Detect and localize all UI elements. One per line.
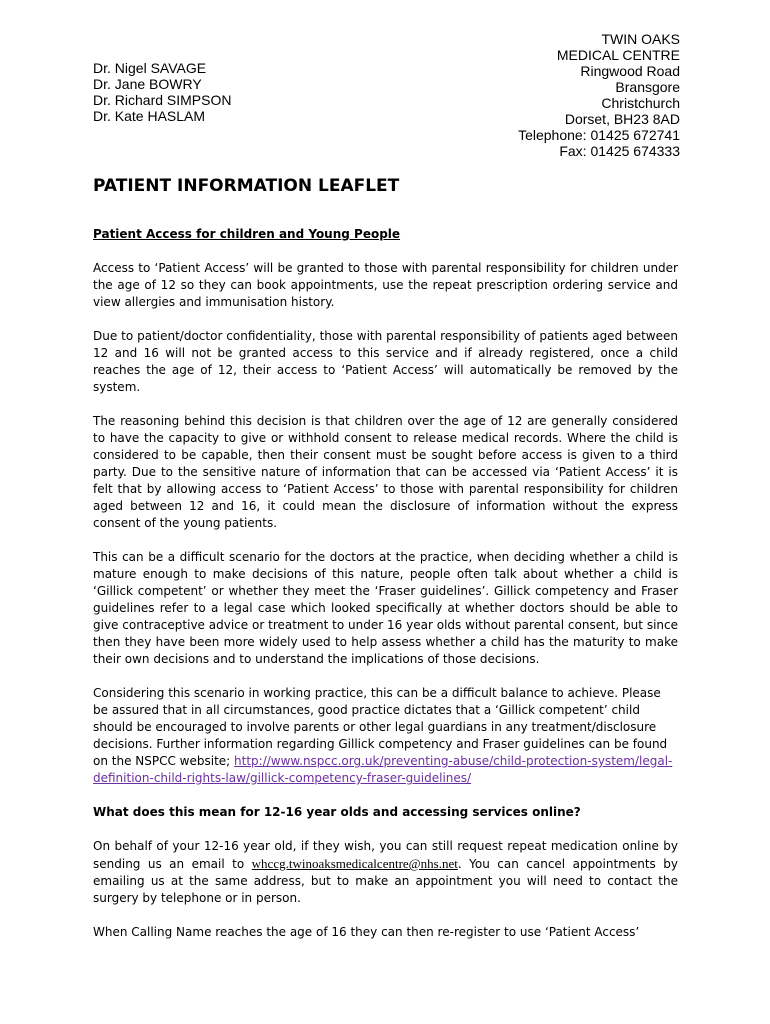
paragraph-3: The reasoning behind this decision is that children over the age of 12 are generally considered to have the capacity to give or withhold consent to release medical records. Where the child is considered to be capable, then their consent must be sought before access is given to a third party. Due to the sensitive nature of information that can be accessed via ‘Patient Access’ it is felt that by allowing access to ‘Patient Access’ to those with parental responsibility for children aged between 12 and 16, it could mean the disclosure of information without the express consent of the young patients. [93, 414, 678, 530]
paragraph-4: This can be a difficult scenario for the doctors at the practice, when deciding whether a child is mature enough to make decisions of this nature, people often talk about whether a child is ‘Gillick competent’ or whether they meet the ‘Fraser guidelines’. Gillick competency and Fraser guidelines refer to a legal case which looked specifically at whether doctors should be able to give contraceptive advice or treatment to under 16 year olds without parental consent, but since then they have been more widely used to help assess whether a child has the maturity to make their own decisions and to understand the implications of those decisions. [93, 550, 678, 666]
address-village: Bransgore [615, 79, 680, 95]
paragraph-5 [93, 685, 678, 787]
paragraph-7: When Calling Name reaches the age of 16 they can then re-register to use ‘Patient Access’ [93, 925, 640, 939]
doctor-name: Dr. Jane BOWRY [93, 76, 202, 92]
page-title: PATIENT INFORMATION LEAFLET [93, 176, 400, 196]
doctor-name: Dr. Nigel SAVAGE [93, 60, 207, 76]
paragraph-5-text: Considering this scenario in working practice, this can be a difficult balance to achieve. Please be assured that in all circumstances, good practice dictates that a ‘Gillick competent’ child should be encouraged to involve parents or other legal guardians in any treatment/disclosure decisions. Further information regarding Gillick competency and Fraser guidelines can be found on the NSPCC website; [93, 686, 668, 768]
question-heading: What does this mean for 12-16 year olds and accessing services online? [93, 805, 581, 819]
practice-telephone: Telephone: 01425 672741 [518, 127, 680, 143]
practice-name-line2: MEDICAL CENTRE [556, 47, 680, 63]
email-link[interactable]: whccg.twinoaksmedicalcentre@nhs.net [251, 856, 458, 871]
paragraph-6-after: . You can cancel appointments by emailing us at the same address, but to make an appointment you will need to contact the surgery by telephone or in person. [93, 857, 678, 905]
doctors-list [93, 60, 231, 124]
address-road: Ringwood Road [580, 63, 680, 79]
nspcc-link[interactable]: http://www.nspcc.org.uk/preventing-abuse/child-protection-system/legal-definition-child-rights-law/gillick-competency-fraser-guidelines/ [93, 754, 673, 785]
doctor-name: Dr. Richard SIMPSON [93, 92, 232, 108]
paragraph-6-before: On behalf of your 12-16 year old, if they wish, you can still request repeat medication online by sending us an email to [93, 839, 678, 871]
practice-fax: Fax: 01425 674333 [559, 143, 680, 159]
doctor-name: Dr. Kate HASLAM [93, 108, 206, 124]
section-heading: Patient Access for children and Young People [93, 227, 401, 241]
practice-name-line1: TWIN OAKS [601, 31, 680, 47]
leaflet-body [93, 174, 678, 958]
paragraph-2: Due to patient/doctor confidentiality, those with parental responsibility of patients aged between 12 and 16 will not be granted access to this service and if already registered, once a child reaches the age of 12, their access to ‘Patient Access’ will automatically be removed by the system. [93, 329, 678, 394]
paragraph-1: Access to ‘Patient Access’ will be granted to those with parental responsibility for children under the age of 12 so they can book appointments, use the repeat prescription ordering service and view allergies and immunisation history. [93, 261, 678, 309]
practice-address [518, 31, 680, 159]
address-postcode: Dorset, BH23 8AD [564, 111, 680, 127]
address-town: Christchurch [601, 95, 680, 111]
paragraph-6 [93, 838, 678, 907]
